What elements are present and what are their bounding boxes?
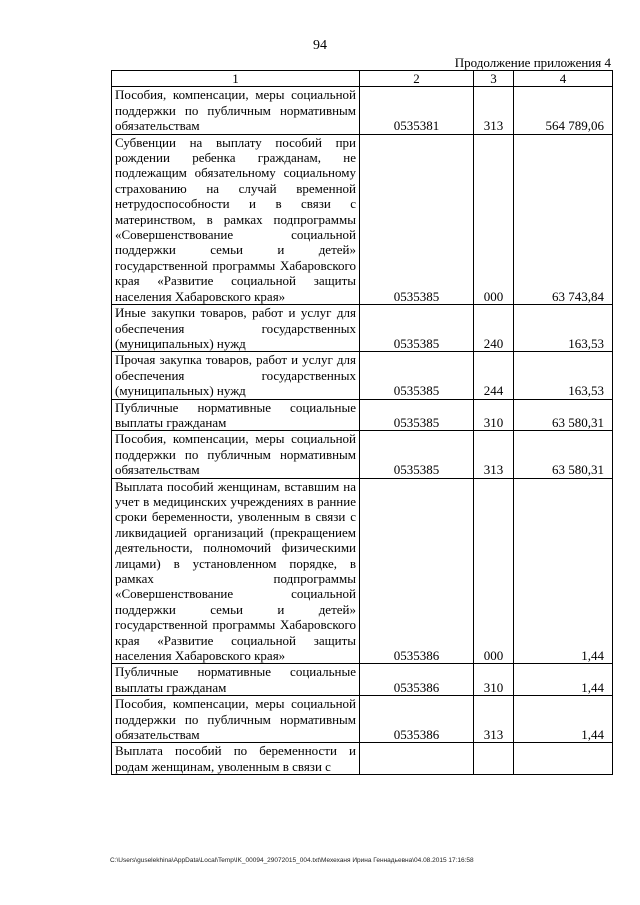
- row-amount: 564 789,06: [514, 87, 613, 134]
- row-amount: 1,44: [514, 696, 613, 743]
- table-row: [112, 664, 613, 696]
- row-amount: 63 743,84: [514, 134, 613, 304]
- row-amount: 1,44: [514, 478, 613, 664]
- row-amount: 1,44: [514, 664, 613, 696]
- budget-table: [111, 70, 613, 775]
- table-row: [112, 352, 613, 399]
- row-description: Пособия, компенсации, меры социальной поддержки по публичным нормативным обязательствам: [112, 87, 360, 134]
- column-header-1: 1: [112, 71, 360, 87]
- row-amount: 63 580,31: [514, 399, 613, 431]
- row-description: Пособия, компенсации, меры социальной поддержки по публичным нормативным обязательствам: [112, 431, 360, 478]
- row-expense-type: 310: [474, 399, 514, 431]
- row-description: Выплата пособий женщинам, вставшим на учет в медицинских учреждениях в ранние сроки беременности, уволенным в связи с ликвидацией организаций (прекращением деятельности, полномочий физическими лицами) в установленном порядке, в рамках подпрограммы «Совершенствование социальной поддержки семьи и детей» государственной программы Хабаровского края «Развитие социальной защиты населения Хабаровского края»: [112, 478, 360, 664]
- row-amount: 63 580,31: [514, 431, 613, 478]
- column-header-4: 4: [514, 71, 613, 87]
- table-header-row: [112, 71, 613, 87]
- table-row: [112, 478, 613, 664]
- row-description: Иные закупки товаров, работ и услуг для обеспечения государственных (муниципальных) нужд: [112, 305, 360, 352]
- row-description: Публичные нормативные социальные выплаты гражданам: [112, 399, 360, 431]
- row-amount: 163,53: [514, 352, 613, 399]
- table-row: [112, 431, 613, 478]
- row-description: Выплата пособий по беременности и родам женщинам, уволенным в связи с: [112, 743, 360, 775]
- row-expense-type: 313: [474, 87, 514, 134]
- table-row: [112, 696, 613, 743]
- row-description: Публичные нормативные социальные выплаты гражданам: [112, 664, 360, 696]
- row-code: 0535385: [360, 305, 474, 352]
- table-row: [112, 743, 613, 775]
- table-row: [112, 399, 613, 431]
- row-code: 0535381: [360, 87, 474, 134]
- row-code: 0535386: [360, 696, 474, 743]
- row-expense-type: 000: [474, 478, 514, 664]
- footer-file-path: C:\Users\guselekhina\AppData\Local\Temp\IK_00094_29072015_004.txt\Мехеханя Ирина Геннадьевна\04.08.2015 17:16:58: [110, 857, 474, 864]
- row-code: 0535385: [360, 431, 474, 478]
- row-code: 0535385: [360, 352, 474, 399]
- row-amount: [514, 743, 613, 775]
- column-header-3: 3: [474, 71, 514, 87]
- row-description: Субвенции на выплату пособий при рождении ребенка гражданам, не подлежащим обязательному социальному страхованию на случай временной нетрудоспособности и в связи с материнством, в рамках подпрограммы «Совершенствование социальной поддержки семьи и детей» государственной программы Хабаровского края «Развитие социальной защиты населения Хабаровского края»: [112, 134, 360, 304]
- row-code: 0535386: [360, 478, 474, 664]
- row-code: 0535385: [360, 134, 474, 304]
- row-description: Пособия, компенсации, меры социальной поддержки по публичным нормативным обязательствам: [112, 696, 360, 743]
- row-expense-type: 313: [474, 431, 514, 478]
- table-row: [112, 87, 613, 134]
- page-number: 94: [313, 38, 327, 53]
- row-amount: 163,53: [514, 305, 613, 352]
- row-description: Прочая закупка товаров, работ и услуг для обеспечения государственных (муниципальных) нужд: [112, 352, 360, 399]
- row-code: [360, 743, 474, 775]
- row-expense-type: 240: [474, 305, 514, 352]
- row-expense-type: 310: [474, 664, 514, 696]
- row-expense-type: 313: [474, 696, 514, 743]
- row-code: 0535385: [360, 399, 474, 431]
- row-code: 0535386: [360, 664, 474, 696]
- table-row: [112, 134, 613, 304]
- row-expense-type: 244: [474, 352, 514, 399]
- continuation-label: Продолжение приложения 4: [454, 55, 611, 70]
- row-expense-type: [474, 743, 514, 775]
- column-header-2: 2: [360, 71, 474, 87]
- row-expense-type: 000: [474, 134, 514, 304]
- table-row: [112, 305, 613, 352]
